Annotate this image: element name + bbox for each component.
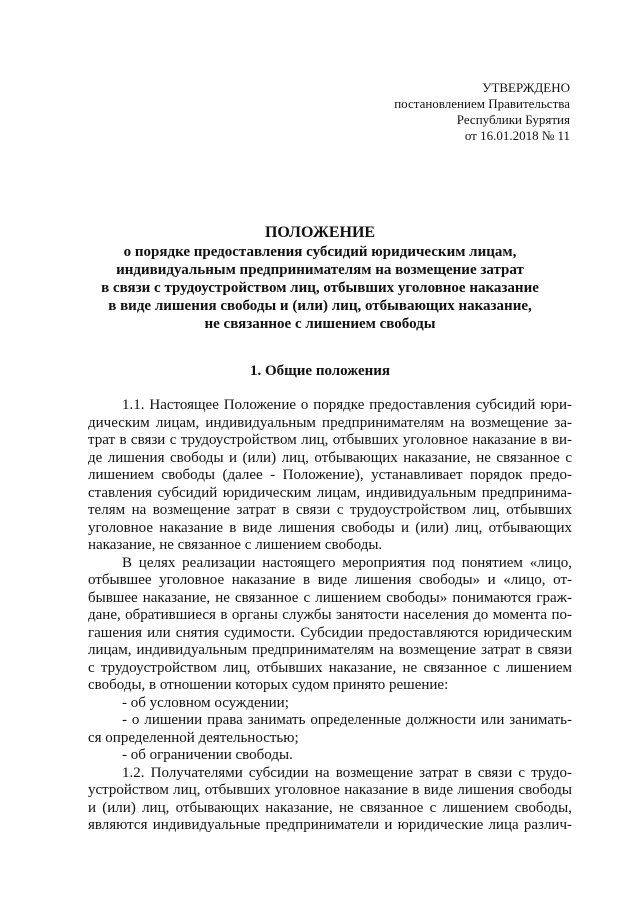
title-line: о порядке предоставления субсидий юридическим лицам, xyxy=(123,244,517,260)
list-item: - об ограничении свободы. xyxy=(122,747,293,763)
text-line: де лишения свободы и (или) лиц, отбывающих наказание, не связанное с xyxy=(88,449,572,466)
text-line: 1.2. Получателями субсидии на возмещение затрат в связи с трудо- xyxy=(122,764,572,781)
approval-date-number: от 16.01.2018 № 11 xyxy=(464,128,570,143)
text-line: являются индивидуальные предприниматели и юридические лица различ- xyxy=(88,817,572,833)
text-line: 1.1. Настоящее Положение о порядке предоставления субсидий юри- xyxy=(122,397,572,413)
title-line: в виде лишения свободы и (или) лиц, отбывающих наказание, xyxy=(108,298,532,314)
body-text xyxy=(88,397,572,835)
text-line: с трудоустройством лиц, отбывших наказание, не связанное с лишением xyxy=(88,659,572,676)
list-item: - об условном осуждении; xyxy=(122,694,289,711)
text-line: отбывшее уголовное наказание в виде лишения свободы» и «лицо, от- xyxy=(88,572,572,588)
title-line: индивидуальным предпринимателям на возмещение затрат xyxy=(116,262,524,278)
text-line: телям на возмещение затрат в связи с трудоустройством лиц, отбывших xyxy=(88,502,572,518)
title-line: не связанное с лишением свободы xyxy=(204,316,436,332)
approval-label: УТВЕРЖДЕНО xyxy=(482,80,570,95)
text-line: устройством лиц, отбывших уголовное наказание в виде лишения свободы xyxy=(88,782,572,798)
approval-region: Республики Бурятия xyxy=(456,112,570,127)
text-line: наказание, не связанное с лишением свободы. xyxy=(88,537,383,553)
approval-stamp xyxy=(394,80,570,144)
text-line: дане, обратившиеся в органы службы занятости населения до момента по- xyxy=(88,607,572,623)
title-line: в связи с трудоустройством лиц, отбывших уголовное наказание xyxy=(101,280,539,296)
text-line: свободы, в отношении которых судом принято решение: xyxy=(88,677,449,693)
text-line: ся определенной деятельностью; xyxy=(88,729,299,746)
document-title xyxy=(60,224,580,333)
list-item: - о лишении права занимать определенные должности или занимать- xyxy=(122,712,572,728)
text-line: ставления субсидий юридическим лицам, индивидуальным предпринима- xyxy=(88,484,572,501)
text-line: бывшее наказание, не связанное с лишением свободы» понимаются граж- xyxy=(88,589,572,606)
text-line: В целях реализации настоящего мероприятия под понятием «лицо, xyxy=(122,554,572,571)
text-line: гашения или снятия судимости. Субсидии предоставляются юридическим xyxy=(88,624,572,641)
text-line: уголовное наказание в виде лишения свободы и (или) лиц, отбывающих xyxy=(88,519,572,536)
text-line: лишением свободы (далее - Положение), устанавливает порядок предо- xyxy=(88,467,572,483)
text-line: и (или) лиц, отбывающих наказание, не связанное с лишением свободы, xyxy=(88,799,572,816)
title-main: ПОЛОЖЕНИЕ xyxy=(264,224,376,241)
approval-authority: постановлением Правительства xyxy=(394,96,570,111)
text-line: дическим лицам, индивидуальным предпринимателям на возмещение за- xyxy=(88,414,572,431)
text-line: трат в связи с трудоустройством лиц, отбывших уголовное наказание в ви- xyxy=(88,432,572,448)
text-line: лицам, индивидуальным предпринимателям на возмещение затрат в связи xyxy=(88,642,572,658)
section-heading: 1. Общие положения xyxy=(249,363,391,379)
